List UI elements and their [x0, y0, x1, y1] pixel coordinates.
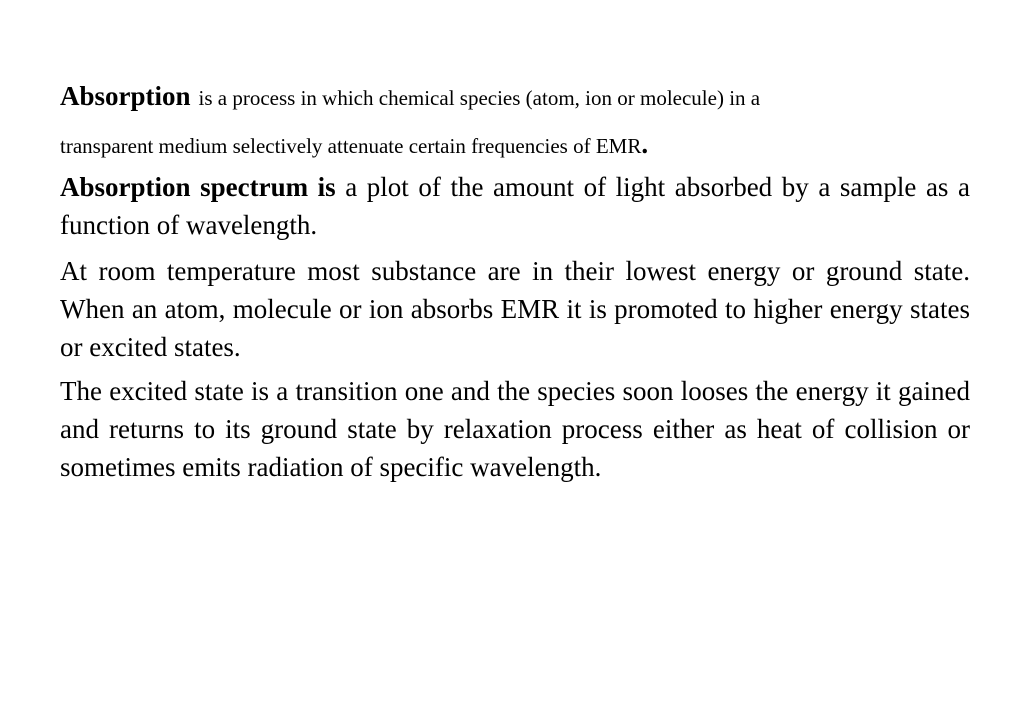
absorption-definition-line1: is a process in which chemical species (atom, ion or molecule) in a	[198, 86, 761, 110]
absorption-term: Absorption	[60, 81, 191, 111]
absorption-spectrum-paragraph	[60, 168, 970, 244]
absorption-definition-paragraph	[60, 70, 970, 172]
absorption-definition-line2-wrap	[60, 118, 970, 172]
room-temperature-paragraph: At room temperature most substance are in their lowest energy or ground state. When an atom, molecule or ion absorbs EMR it is promoted to higher energy states or excited states.	[60, 256, 970, 362]
absorption-definition-period: .	[641, 129, 649, 159]
absorption-spectrum-text: a plot of the amount of light absorbed by a sample as a function of wavelength.	[60, 172, 970, 240]
absorption-definition-line2: transparent medium selectively attenuate certain frequencies of EMR	[60, 134, 642, 158]
excited-state-paragraph: The excited state is a transition one and the species soon looses the energy it gained and returns to its ground state by relaxation process either as heat of collision or sometimes emits radiation of specific wavelength.	[60, 376, 970, 482]
absorption-spectrum-term: Absorption spectrum is	[60, 172, 336, 202]
